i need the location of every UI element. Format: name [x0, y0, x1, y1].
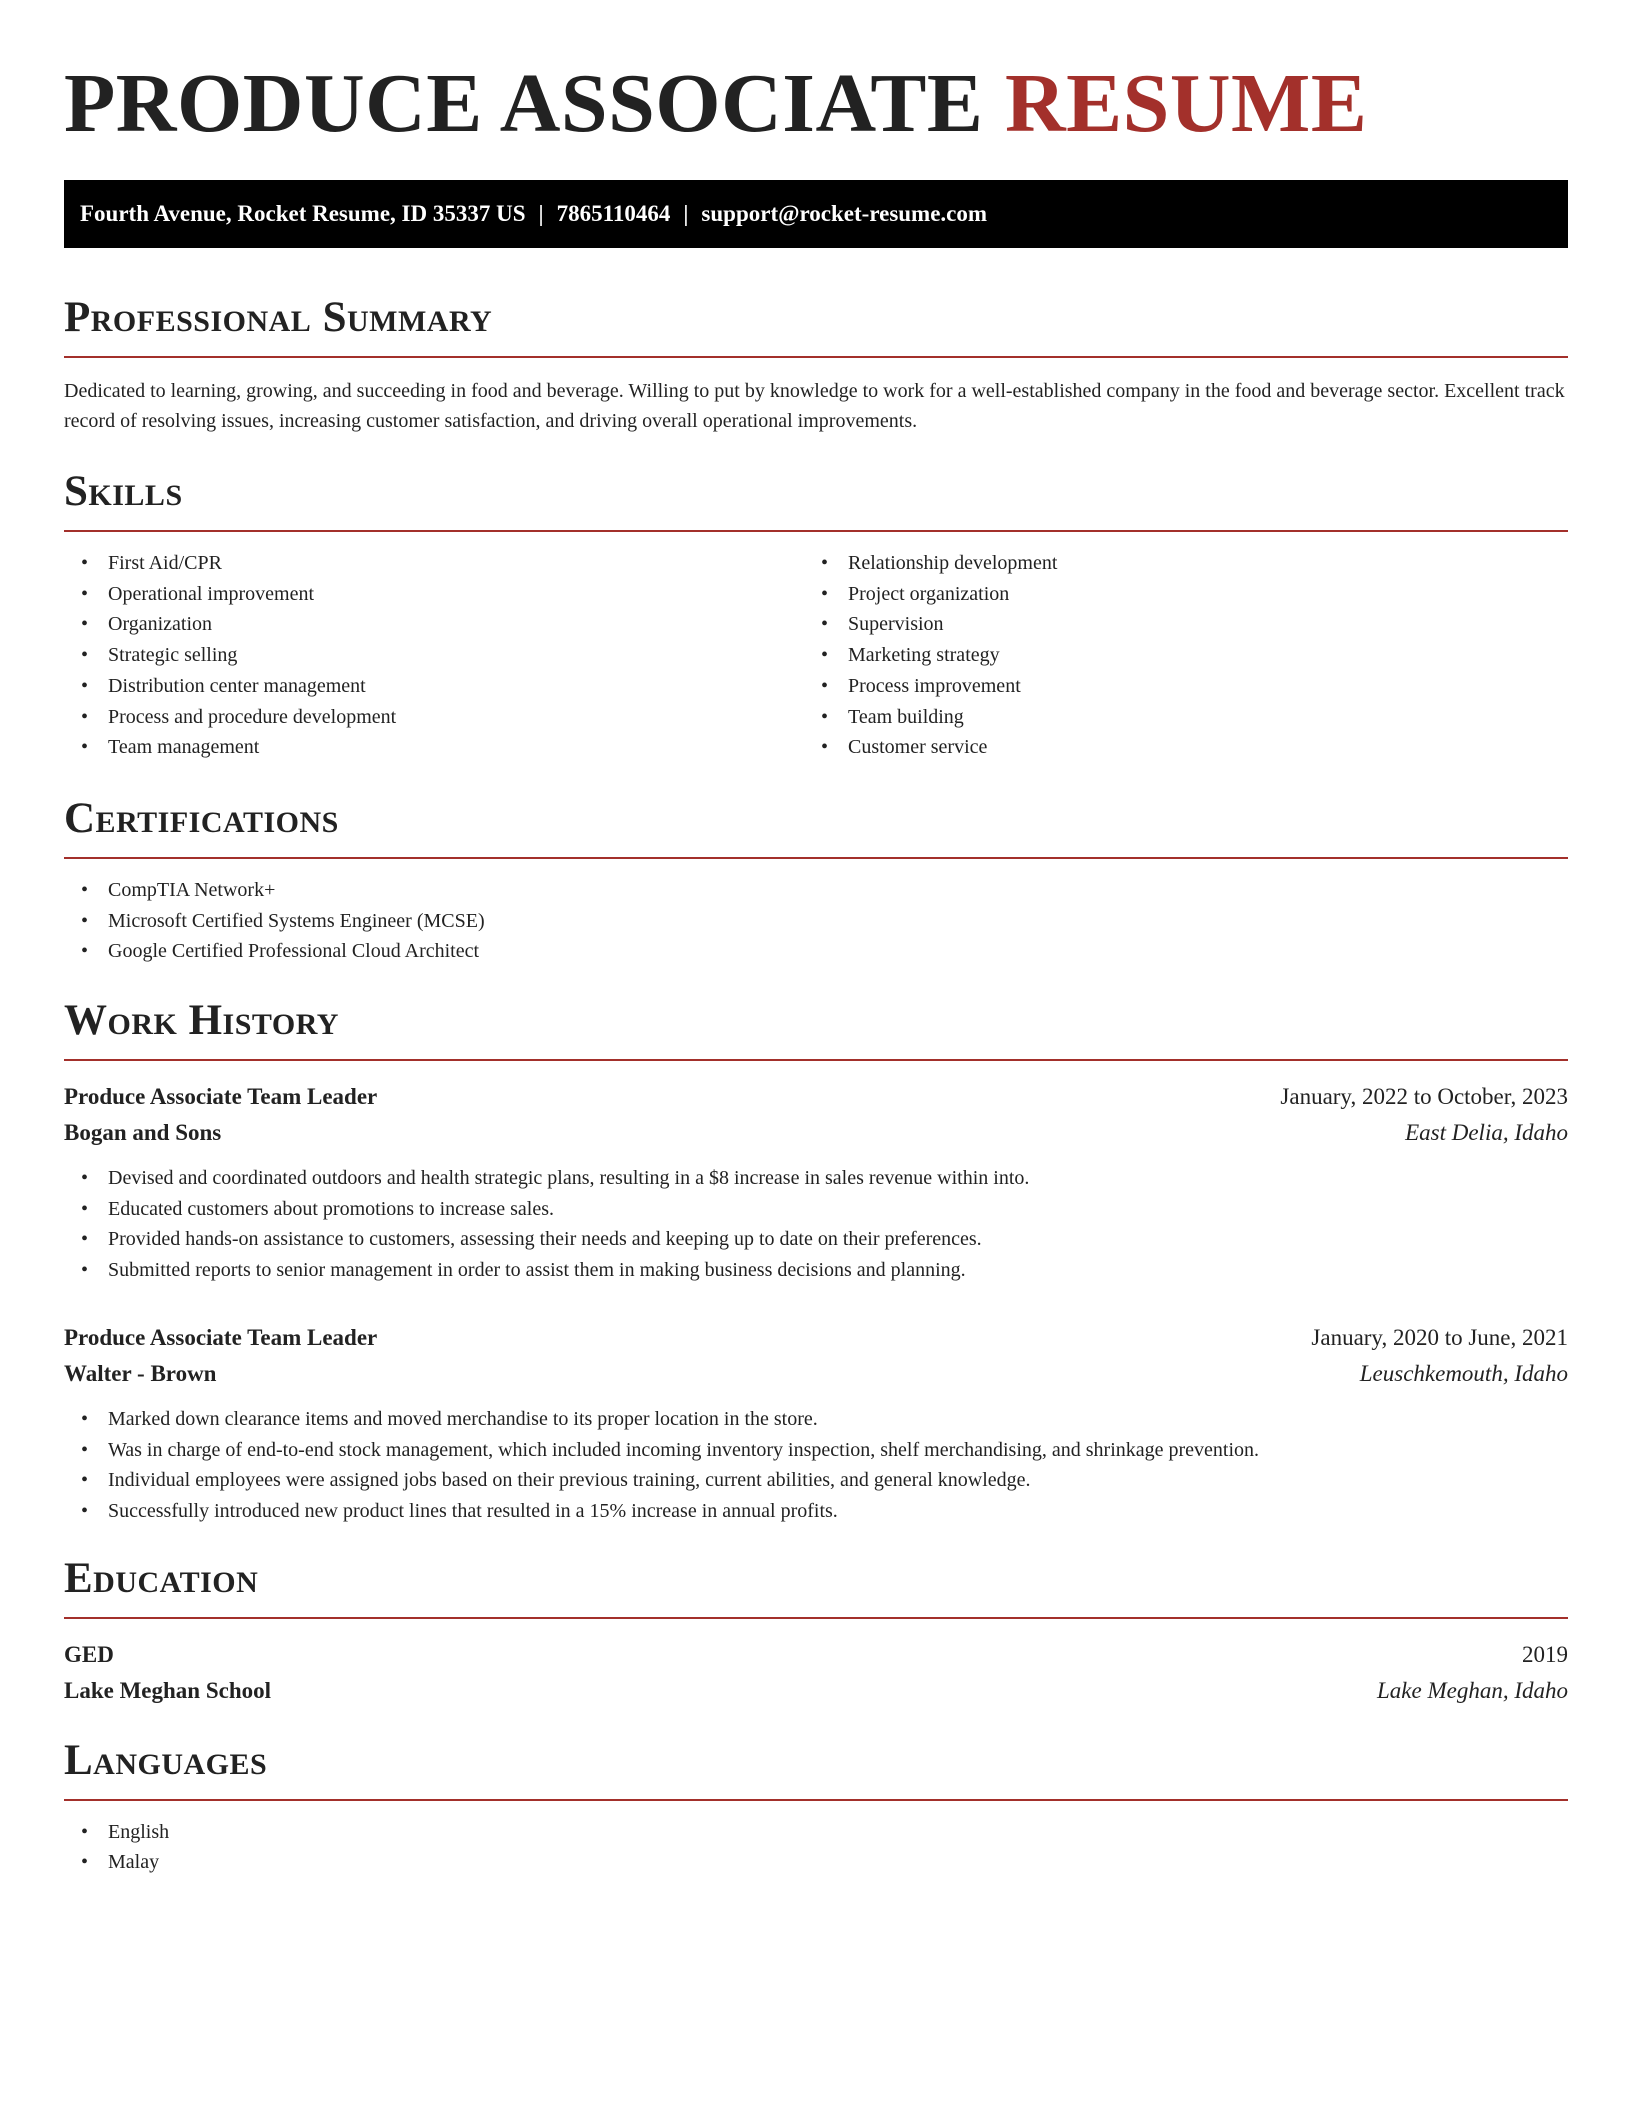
contact-separator: |	[538, 201, 544, 226]
summary-heading: Professional Summary	[64, 292, 1568, 358]
skill-item: • Distribution center management	[64, 671, 804, 702]
job-company: Walter - Brown	[64, 1360, 217, 1386]
job-entry	[64, 1320, 1568, 1527]
skills-section	[64, 466, 1568, 763]
education-degree: GED	[64, 1641, 114, 1667]
skill-item: • First Aid/CPR	[64, 548, 804, 579]
job-bullet: • Was in charge of end-to-end stock management, which included incoming inventory inspection, shelf merchandising, and shrinkage prevention.	[64, 1435, 1568, 1466]
education-year: 2019	[1522, 1641, 1568, 1667]
education-header	[64, 1637, 1568, 1673]
job-title: Produce Associate Team Leader	[64, 1084, 378, 1110]
skill-item: • Project organization	[804, 579, 1544, 610]
contact-bar	[64, 180, 1568, 248]
job-header	[64, 1079, 1568, 1115]
skill-item: • Process and procedure development	[64, 702, 804, 733]
contact-address: Fourth Avenue, Rocket Resume, ID 35337 US	[80, 201, 526, 226]
skill-item: • Process improvement	[804, 671, 1544, 702]
language-item: • English	[64, 1817, 1568, 1848]
job-title: Produce Associate Team Leader	[64, 1324, 378, 1350]
education-location: Lake Meghan, Idaho	[1377, 1677, 1568, 1703]
skill-item: • Organization	[64, 609, 804, 640]
skill-item: • Marketing strategy	[804, 640, 1544, 671]
job-bullet: • Devised and coordinated outdoors and health strategic plans, resulting in a $8 increase in sales revenue within into.	[64, 1163, 1568, 1194]
job-bullet: • Marked down clearance items and moved merchandise to its proper location in the store.	[64, 1404, 1568, 1435]
certification-item: • Google Certified Professional Cloud Architect	[64, 936, 1568, 967]
skill-item: • Relationship development	[804, 548, 1544, 579]
education-heading: Education	[64, 1553, 1568, 1619]
certifications-list	[64, 875, 1568, 967]
skill-item: • Supervision	[804, 609, 1544, 640]
job-entry	[64, 1079, 1568, 1286]
job-bullets	[64, 1404, 1568, 1527]
job-header	[64, 1320, 1568, 1356]
skills-list-right	[804, 548, 1544, 763]
certification-item: • CompTIA Network+	[64, 875, 1568, 906]
contact-email: support@rocket-resume.com	[701, 201, 988, 226]
education-entry	[64, 1637, 1568, 1709]
summary-section	[64, 292, 1568, 436]
job-bullet: • Successfully introduced new product lines that resulted in a 15% increase in annual profits.	[64, 1496, 1568, 1527]
job-bullet: • Individual employees were assigned jobs based on their previous training, current abilities, and general knowledge.	[64, 1465, 1568, 1496]
job-subheader	[64, 1115, 1568, 1151]
languages-heading: Languages	[64, 1735, 1568, 1801]
job-bullet: • Provided hands-on assistance to customers, assessing their needs and keeping up to date on their preferences.	[64, 1224, 1568, 1255]
job-company: Bogan and Sons	[64, 1120, 222, 1146]
skill-item: • Operational improvement	[64, 579, 804, 610]
skill-item: • Team management	[64, 732, 804, 763]
contact-separator: |	[683, 201, 689, 226]
education-subheader	[64, 1673, 1568, 1709]
job-location: East Delia, Idaho	[1405, 1120, 1568, 1146]
education-section	[64, 1553, 1568, 1709]
contact-phone: 7865110464	[556, 201, 671, 226]
skill-item: • Customer service	[804, 732, 1544, 763]
work-heading: Work History	[64, 995, 1568, 1061]
summary-text: Dedicated to learning, growing, and succeeding in food and beverage. Willing to put by knowledge to work for a well-established company in the food and beverage sector. Excellent track record of resolving issues, increasing customer satisfaction, and driving overall operational improvements.	[64, 380, 1565, 432]
languages-section	[64, 1735, 1568, 1878]
work-section	[64, 995, 1568, 1527]
skills-list-left	[64, 548, 804, 763]
skill-item: • Strategic selling	[64, 640, 804, 671]
job-bullet: • Submitted reports to senior management in order to assist them in making business decisions and planning.	[64, 1255, 1568, 1286]
certification-item: • Microsoft Certified Systems Engineer (MCSE)	[64, 906, 1568, 937]
job-dates: January, 2020 to June, 2021	[1311, 1324, 1568, 1350]
job-bullet: • Educated customers about promotions to increase sales.	[64, 1194, 1568, 1225]
job-location: Leuschkemouth, Idaho	[1359, 1360, 1568, 1386]
job-dates: January, 2022 to October, 2023	[1280, 1084, 1568, 1110]
language-item: • Malay	[64, 1847, 1568, 1878]
certifications-section	[64, 793, 1568, 967]
job-bullets	[64, 1163, 1568, 1286]
languages-list	[64, 1817, 1568, 1878]
certifications-heading: Certifications	[64, 793, 1568, 859]
title-accent: RESUME	[1004, 57, 1368, 150]
resume-title	[64, 0, 1568, 152]
title-main: PRODUCE ASSOCIATE	[64, 57, 984, 150]
job-subheader	[64, 1356, 1568, 1392]
skills-heading: Skills	[64, 466, 1568, 532]
skills-grid	[64, 548, 1568, 763]
skill-item: • Team building	[804, 702, 1544, 733]
education-school: Lake Meghan School	[64, 1677, 272, 1703]
